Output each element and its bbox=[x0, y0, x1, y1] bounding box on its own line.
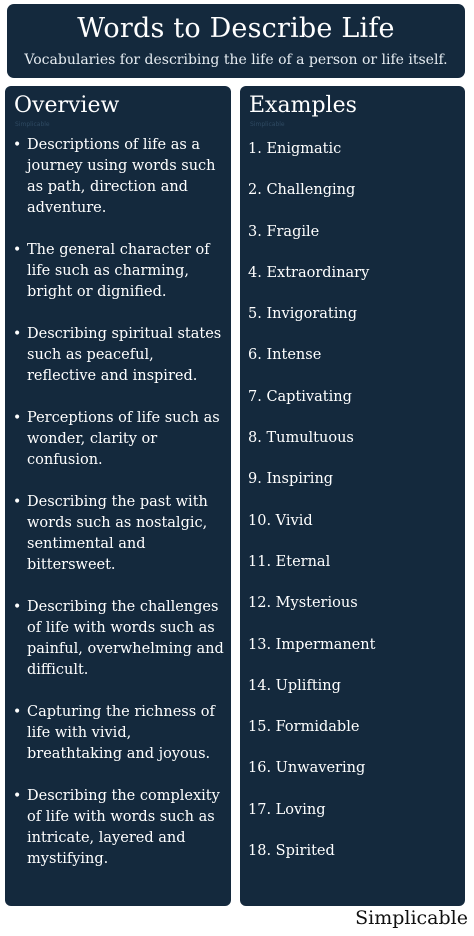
overview-item: • Descriptions of life as a journey using words such as path, direction and adventure. bbox=[13, 137, 216, 216]
overview-item: • The general character of life such as charming, bright or dignified. bbox=[13, 242, 210, 300]
overview-item: • Describing the complexity of life with words such as intricate, layered and mystifying. bbox=[13, 788, 220, 867]
example-item: 11. Eternal bbox=[248, 553, 331, 570]
overview-list bbox=[5, 135, 231, 870]
brand-logo: Simplicable bbox=[355, 907, 468, 929]
example-item: 17. Loving bbox=[248, 801, 326, 818]
overview-watermark: Simplicable bbox=[15, 121, 50, 128]
bullet-icon: • bbox=[13, 494, 22, 510]
bullet-icon: • bbox=[13, 410, 22, 426]
bullet-icon: • bbox=[13, 242, 22, 258]
example-item: 7. Captivating bbox=[248, 388, 352, 405]
examples-panel bbox=[240, 86, 465, 906]
overview-item: • Describing the past with words such as nostalgic, sentimental and bittersweet. bbox=[13, 494, 208, 573]
overview-title: Overview bbox=[14, 93, 120, 118]
example-item: 14. Uplifting bbox=[248, 677, 341, 694]
bullet-icon: • bbox=[13, 326, 22, 342]
bullet-icon: • bbox=[13, 788, 22, 804]
example-item: 13. Impermanent bbox=[248, 636, 376, 653]
overview-panel bbox=[5, 86, 231, 906]
example-item: 8. Tumultuous bbox=[248, 430, 354, 447]
example-item: 12. Mysterious bbox=[248, 595, 358, 612]
example-item: 6. Intense bbox=[248, 347, 322, 364]
page-title: Words to Describe Life bbox=[77, 13, 395, 44]
example-item: 1. Enigmatic bbox=[248, 141, 342, 157]
example-item: 5. Invigorating bbox=[248, 306, 358, 323]
bullet-icon: • bbox=[13, 704, 22, 720]
example-item: 10. Vivid bbox=[248, 512, 313, 529]
examples-list bbox=[240, 139, 465, 882]
example-item: 15. Formidable bbox=[248, 719, 360, 736]
example-item: 18. Spirited bbox=[248, 843, 335, 860]
example-item: 3. Fragile bbox=[248, 223, 320, 240]
header-banner bbox=[7, 4, 465, 78]
overview-item: • Perceptions of life such as wonder, clarity or confusion. bbox=[13, 410, 220, 468]
bullet-icon: • bbox=[13, 599, 22, 615]
example-item: 9. Inspiring bbox=[248, 471, 334, 488]
examples-watermark: Simplicable bbox=[250, 121, 285, 128]
example-item: 2. Challenging bbox=[248, 182, 356, 199]
example-item: 16. Unwavering bbox=[248, 760, 366, 777]
overview-item: • Capturing the richness of life with vivid, breathtaking and joyous. bbox=[13, 704, 215, 762]
example-item: 4. Extraordinary bbox=[248, 264, 370, 281]
overview-item: • Describing spiritual states such as peaceful, reflective and inspired. bbox=[13, 326, 222, 384]
examples-title: Examples bbox=[249, 93, 357, 118]
page-subtitle: Vocabularies for describing the life of a person or life itself. bbox=[24, 52, 448, 68]
bullet-icon: • bbox=[13, 137, 22, 153]
overview-item: • Describing the challenges of life with words such as painful, overwhelming and difficult. bbox=[13, 599, 224, 678]
